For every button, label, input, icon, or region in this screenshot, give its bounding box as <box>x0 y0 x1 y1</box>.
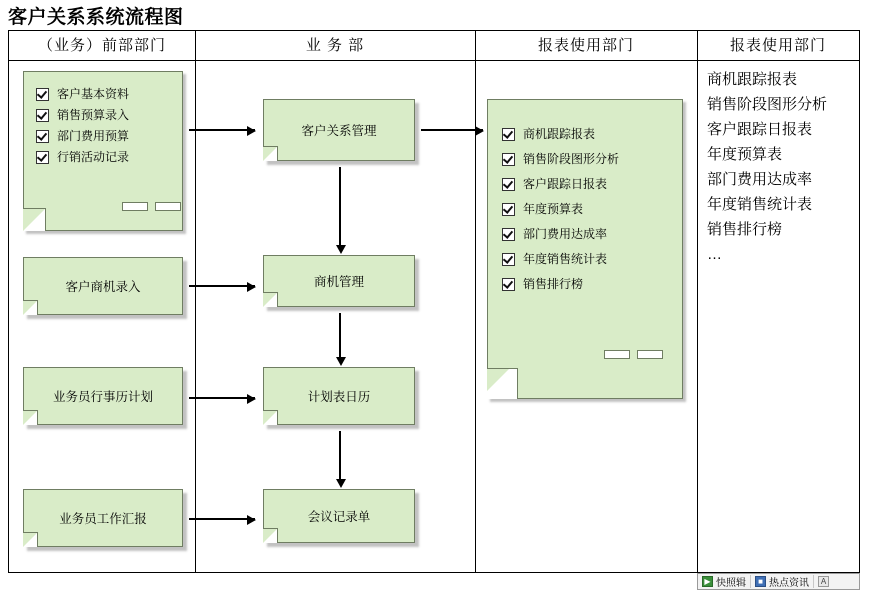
left-box-label: 业务员工作汇报 <box>59 512 147 526</box>
list-item: 部门费用达成率 <box>502 222 619 247</box>
list-item: 客户跟踪日报表 <box>502 172 619 197</box>
column-header-front-office: （业务）前部部门 <box>9 31 195 61</box>
list-item: 销售阶段图形分析 <box>502 147 619 172</box>
box-fold-corner <box>23 300 38 315</box>
snapshot-label: 快照辑 <box>716 578 746 589</box>
list-item: 客户跟踪日报表 <box>707 121 813 138</box>
box-fold-corner <box>263 146 278 161</box>
check-icon <box>502 278 515 291</box>
check-icon <box>502 178 515 191</box>
hotnews-label: 热点资讯 <box>769 578 809 589</box>
document-fold-corner <box>23 208 46 231</box>
snapshot-button[interactable] <box>698 574 750 589</box>
list-item: 商机跟踪报表 <box>707 71 798 88</box>
column-divider-3 <box>697 31 698 572</box>
arrow-crm-to-reports <box>421 129 483 131</box>
process-box-label: 会议记录单 <box>307 510 371 524</box>
report-names-text-list <box>707 67 827 267</box>
arrow-crm-to-opportunity <box>339 167 341 245</box>
check-icon <box>502 153 515 166</box>
list-item: 销售预算录入 <box>36 105 129 126</box>
check-icon <box>502 228 515 241</box>
process-box-label: 计划表日历 <box>307 390 371 404</box>
document-footer-bars <box>604 350 663 359</box>
input-data-document <box>23 71 183 231</box>
list-item: 商机跟踪报表 <box>502 122 619 147</box>
process-box-meeting-record <box>263 489 415 543</box>
arrow-input-to-crm <box>189 129 255 131</box>
arrow-opportunity-entry-to-management <box>189 285 255 287</box>
box-fold-corner <box>263 528 278 543</box>
left-box-label: 业务员行事历计划 <box>52 390 153 404</box>
footer-bar <box>122 202 148 211</box>
list-item: 年度销售统计表 <box>502 247 619 272</box>
box-fold-corner <box>23 532 38 547</box>
page-title: 客户关系系统流程图 <box>8 7 184 28</box>
left-box-salesperson-calendar-plan <box>23 367 183 425</box>
hotnews-button[interactable] <box>751 574 813 589</box>
footer-toolbar[interactable] <box>697 573 860 590</box>
process-box-crm <box>263 99 415 161</box>
document-fold-corner <box>487 368 518 399</box>
column-header-report-users-2: 报表使用部门 <box>697 31 859 61</box>
arrow-plan-to-meeting <box>339 431 341 479</box>
footer-bar <box>637 350 663 359</box>
list-item: … <box>707 246 722 263</box>
process-box-label: 商机管理 <box>313 275 364 289</box>
column-header-business-dept: 业 务 部 <box>195 31 475 61</box>
input-items-list <box>36 84 129 168</box>
list-item: 销售排行榜 <box>707 221 783 238</box>
left-box-customer-opportunity-entry <box>23 257 183 315</box>
column-header-report-users-1: 报表使用部门 <box>475 31 697 61</box>
list-item: 年度销售统计表 <box>707 196 813 213</box>
column-divider-1 <box>195 31 196 572</box>
box-fold-corner <box>263 292 278 307</box>
list-item: 部门费用达成率 <box>707 171 813 188</box>
arrow-calendar-plan-to-plan-calendar <box>189 397 255 399</box>
check-icon <box>502 203 515 216</box>
check-icon <box>502 128 515 141</box>
check-icon <box>502 253 515 266</box>
list-item: 销售阶段图形分析 <box>707 96 828 113</box>
left-box-salesperson-work-report <box>23 489 183 547</box>
flowchart-canvas <box>8 30 860 573</box>
box-fold-corner <box>23 410 38 425</box>
list-item: 客户基本资料 <box>36 84 129 105</box>
column-divider-2 <box>475 31 476 572</box>
document-footer-bars <box>122 202 181 211</box>
process-box-label: 客户关系管理 <box>301 124 377 138</box>
list-item: 销售排行榜 <box>502 272 619 297</box>
box-fold-corner <box>263 410 278 425</box>
process-box-opportunity-management <box>263 255 415 307</box>
search-button[interactable] <box>814 574 836 589</box>
play-icon: ▶ <box>702 576 713 587</box>
arrow-opportunity-to-plan <box>339 313 341 357</box>
list-item: 行销活动记录 <box>36 147 129 168</box>
footer-bar <box>155 202 181 211</box>
reports-output-document <box>487 99 683 399</box>
left-box-label: 客户商机录入 <box>65 280 141 294</box>
check-icon <box>36 88 49 101</box>
list-item: 年度预算表 <box>502 197 619 222</box>
list-item: 部门费用预算 <box>36 126 129 147</box>
news-icon: ■ <box>755 576 766 587</box>
list-item: 年度预算表 <box>707 146 783 163</box>
check-icon <box>36 151 49 164</box>
process-box-plan-calendar <box>263 367 415 425</box>
reports-items-list <box>502 122 619 297</box>
check-icon <box>36 130 49 143</box>
footer-bar <box>604 350 630 359</box>
search-icon: A <box>818 576 829 587</box>
check-icon <box>36 109 49 122</box>
arrow-work-report-to-meeting-record <box>189 518 255 520</box>
